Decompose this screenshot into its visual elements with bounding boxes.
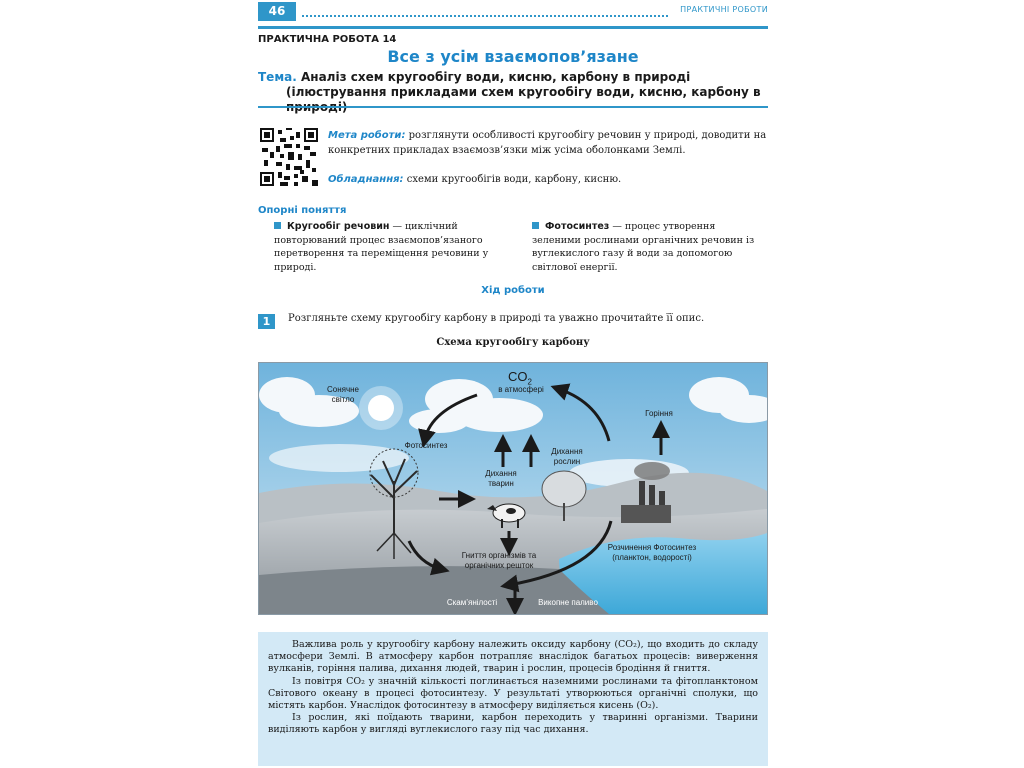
page-title: Все з усім взаємопов’язане <box>387 47 639 66</box>
concept-item <box>274 220 502 274</box>
header-dots <box>302 15 668 17</box>
bullet-icon <box>274 222 281 229</box>
equipment-label: Обладнання: <box>328 174 404 185</box>
concept-item <box>532 220 760 274</box>
topic-label: Тема. <box>258 70 297 84</box>
info-box <box>258 632 768 766</box>
scheme-title: Схема кругообігу карбону <box>436 337 590 348</box>
page-header <box>258 2 768 22</box>
topic-rule <box>258 106 768 108</box>
goal-label: Мета роботи: <box>328 130 406 141</box>
info-paragraph: Важлива роль у кругообігу карбону належить оксиду карбону (CO₂), що входить до складу атмосфери Землі. В атмосферу карбон потрапляє внаслідок багатьох процесів: виверження вулканів, горіння палива, дихання людей, тварин і рослин, процесів бродіння й гниття. <box>268 639 758 675</box>
goal <box>328 128 768 158</box>
qr-code-icon[interactable] <box>260 128 318 186</box>
fossil-fuel-label: Викопне паливо <box>538 598 598 607</box>
practical-label: ПРАКТИЧНА РОБОТА 14 <box>258 34 397 45</box>
bullet-icon <box>532 222 539 229</box>
info-paragraph: Із рослин, які поїдають тварини, карбон переходить у тваринні організми. Тварини виділяють карбон у вигляді вуглекислого газу під час дихання. <box>268 712 758 736</box>
decay-label: Гниття організмів та органічних решток <box>461 551 537 570</box>
header-rule <box>258 26 768 29</box>
co2-place-label: в атмосфері <box>498 385 544 394</box>
task-number: 1 <box>258 314 275 329</box>
combustion-label: Горіння <box>645 409 673 418</box>
concept-definition: — циклічний повторюваний процес взаємопов’язаного перетворення та переміщення речовини у природі. <box>274 221 489 273</box>
equipment-text: схеми кругообігів води, карбону, кисню. <box>406 174 622 185</box>
fossils-label: Скам’янілості <box>446 598 498 607</box>
concept-definition: — процес утворення зеленими рослинами органічних речовин із вуглекислого газу й води за допомогою світлової енергії. <box>532 221 755 273</box>
textbook-page <box>258 0 768 768</box>
concept-term: Фотосинтез <box>545 221 610 232</box>
section-name: ПРАКТИЧНІ РОБОТИ <box>680 5 768 14</box>
photosynthesis-label: Фотосинтез <box>404 441 448 450</box>
dissolution-label: Розчинення Фотосинтез (планктон, водорості) <box>607 543 697 562</box>
animal-respiration-label: Дихання тварин <box>485 469 517 488</box>
procedure-heading: Хід роботи <box>481 285 545 296</box>
topic <box>258 70 768 115</box>
topic-text: Аналіз схем кругообігу води, кисню, карбону в природі (ілюстрування прикладами схем кругообігу води, кисню, карбону в <box>286 70 761 99</box>
plant-respiration-label: Дихання рослин <box>551 447 583 466</box>
page-number: 46 <box>258 2 296 21</box>
task-text: Розгляньте схему кругообігу карбону в природі та уважно прочитайте її опис. <box>288 313 705 324</box>
carbon-cycle-diagram <box>258 362 768 615</box>
co2-label: $CO_2$ <box>508 369 532 387</box>
equipment <box>328 172 768 187</box>
goal-text: розглянути особливості кругообігу речовин у природі, доводити на конкретних прикладах взаємозв’язки між усіма оболонками Землі. <box>328 130 767 156</box>
concepts-heading: Опорні поняття <box>258 205 347 216</box>
info-paragraph: Із повітря CO₂ у значній кількості поглинається наземними рослинами та фітопланктоном Світового океану в процесі фотосинтезу. У результаті утворюються органічні сполуки, що містять карбон. Унаслідок фотосинтезу в атмосферу виділяється кисень (O₂). <box>268 675 758 712</box>
concept-term: Кругообіг речовин <box>287 221 390 232</box>
sunlight-label: Сонячне світло <box>326 385 359 404</box>
